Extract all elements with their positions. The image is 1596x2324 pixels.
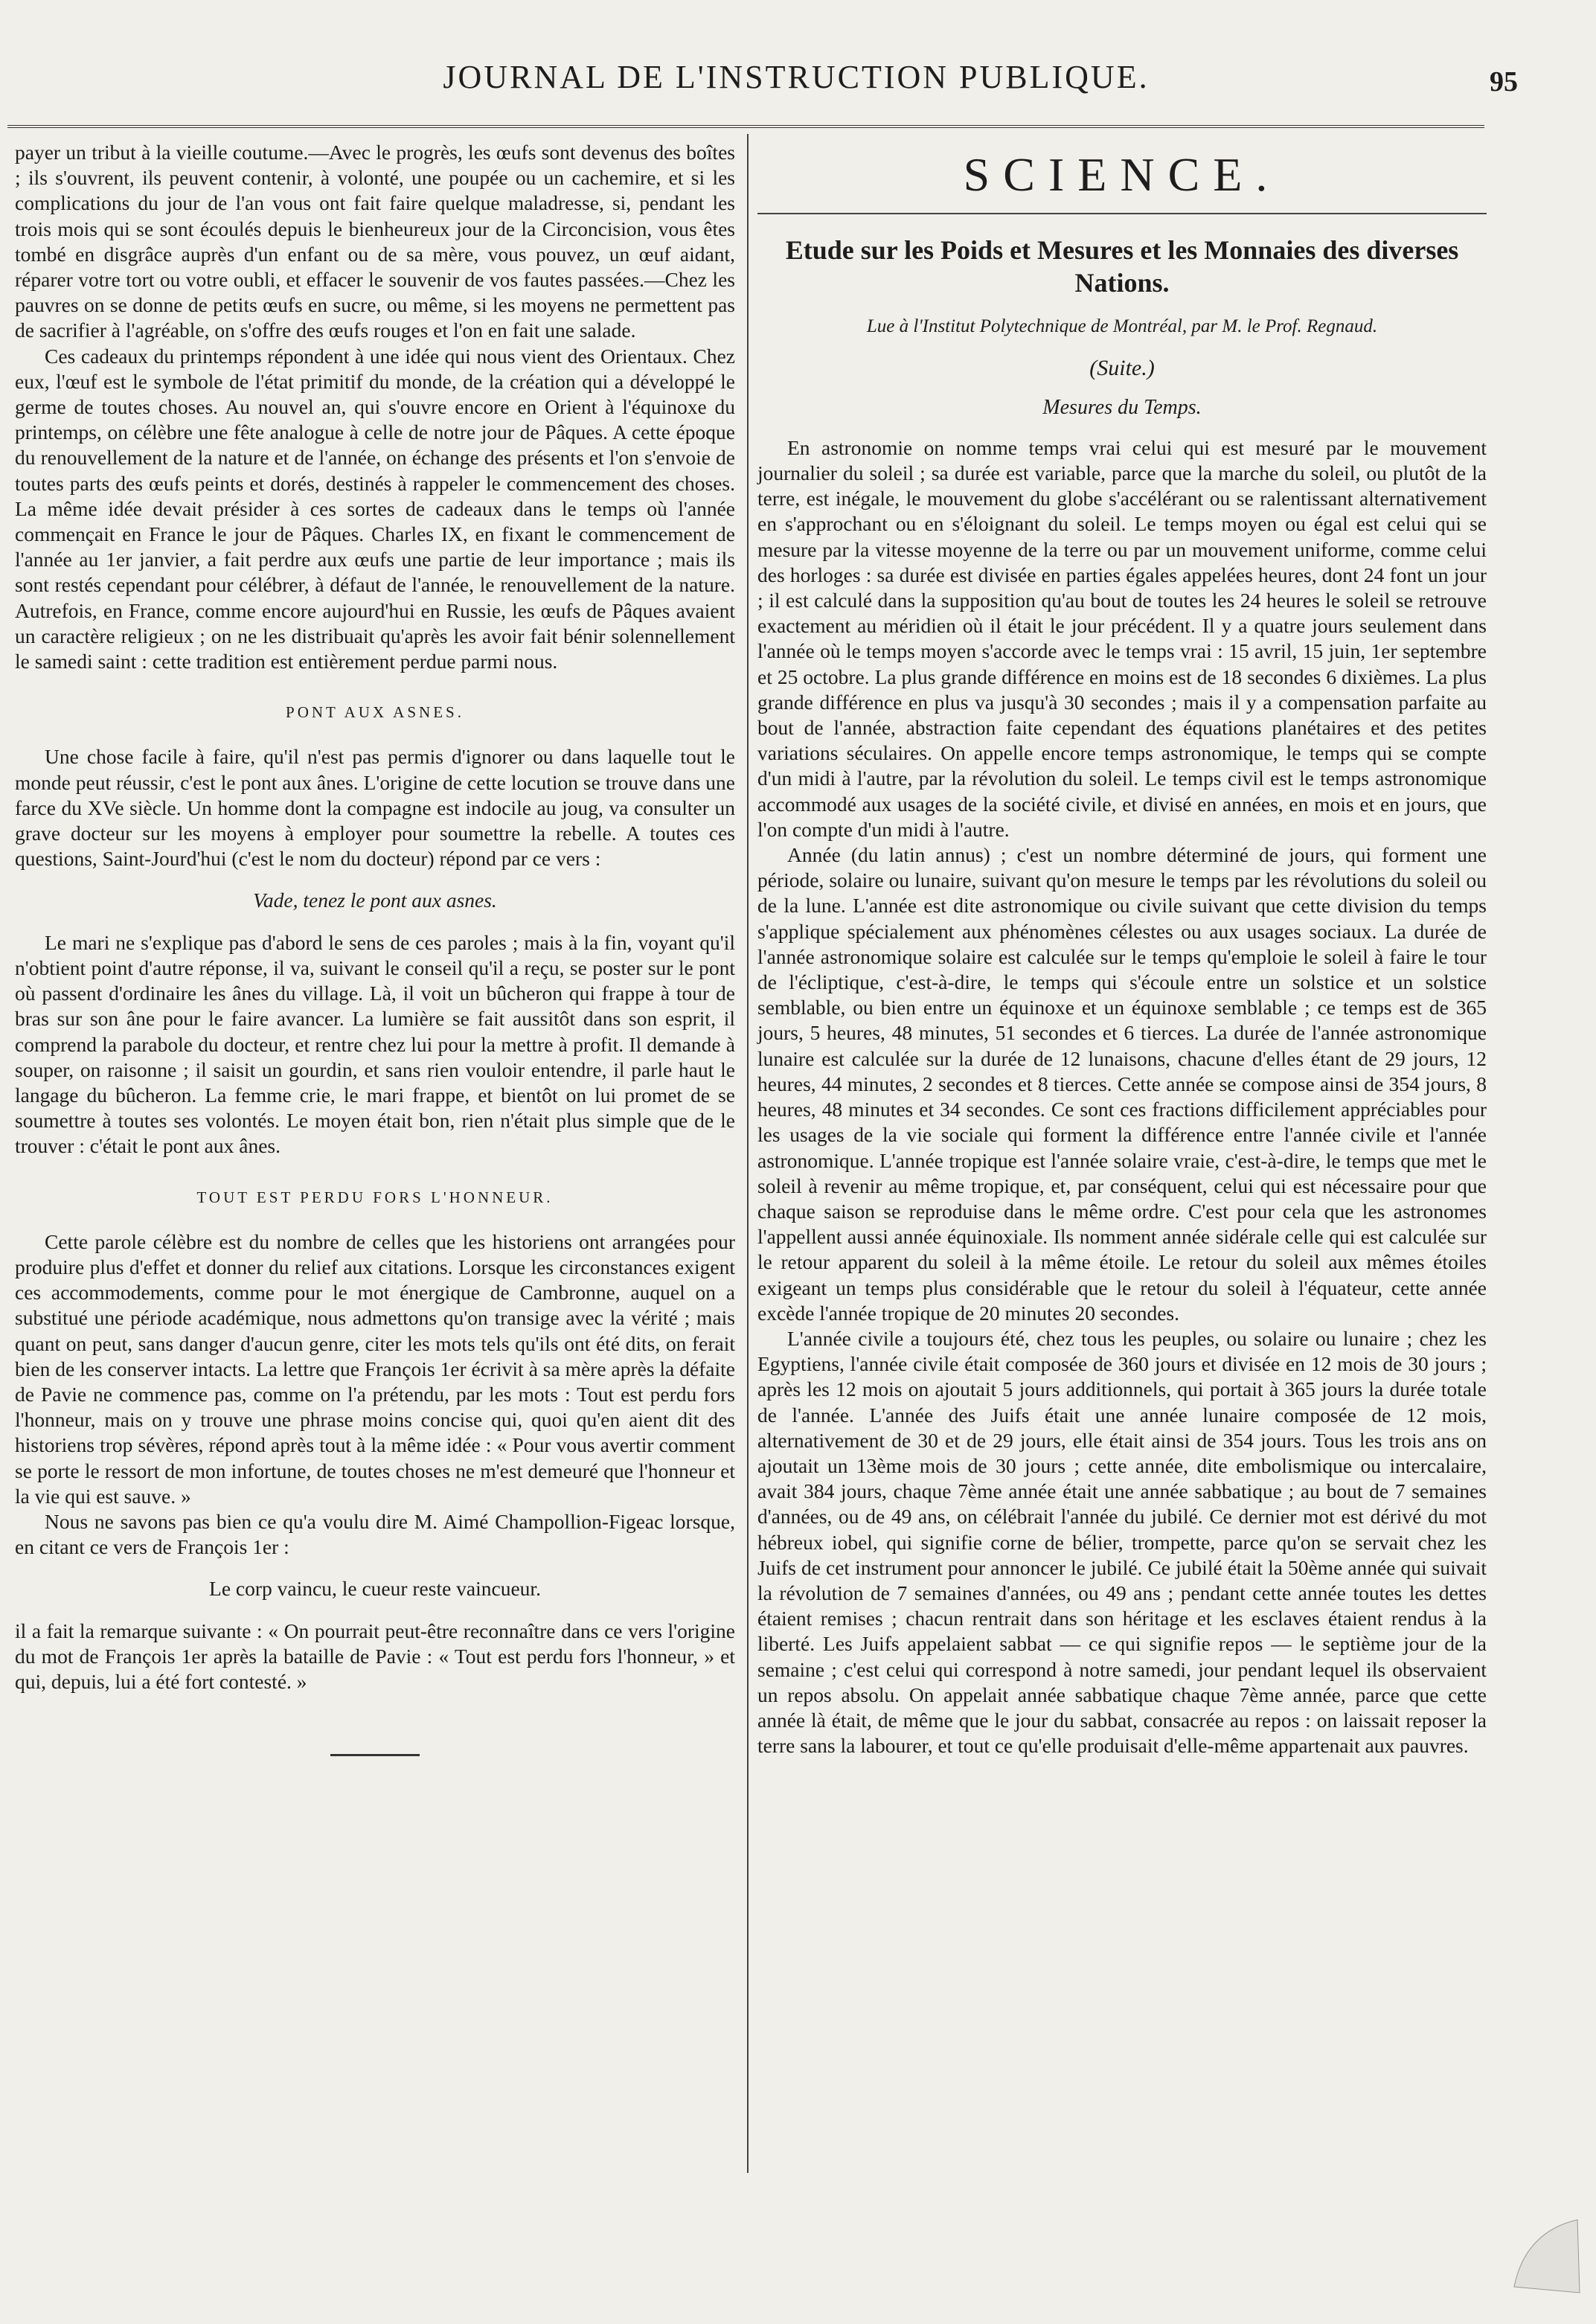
subheading: PONT AUX ASNES. (286, 703, 464, 722)
paragraph: Ces cadeaux du printemps répondent à une idée qui nous vient des Orientaux. Chez eux, l'œuf est le symbole de l'état primitif du monde, de la création qui a développé le germe de toutes choses. Au nouvel an, qui s'ouvre encore en Orient à l'équinoxe du printemps, on célèbre une fête analogue à celle de notre jour de Pâques. A cette époque du renouvellement de la nature et de l'année, on échange des présents et l'on s'envoie de toutes parts des œufs peints et dorés, destinés à rappeler le commencement des choses. La même idée devait présider à ces sortes de cadeaux dans le temps où l'année commençait en France le jour de Pâques. Charles IX, en fixant le commencement de l'année au 1er janvier, a fait perdre aux œufs une partie de leur importance ; mais ils sont restés cependant pour célébrer, à défaut de l'année, le renouvellement de la nature. Autrefois, en France, comme encore aujourd'hui en Russie, les œufs de Pâques avaient un caractère religieux ; on ne les distribuait qu'après les avoir fait bénir solennellement le samedi saint : cette tradition est entièrement perdue parmi nous. (15, 344, 735, 673)
end-rule (330, 1754, 420, 1756)
section-rule (757, 213, 1487, 214)
continuation-note: (Suite.) (1089, 356, 1155, 381)
paragraph: il a fait la remarque suivante : « On pourrait peut-être reconnaître dans ce vers l'origine du mot de François 1er après la bataille de Pavie : « Tout est perdu fors l'honneur, » et qui, depuis, lui a été fort contesté. » (15, 1619, 735, 1693)
paragraph: Le mari ne s'explique pas d'abord le sens de ces paroles ; mais à la fin, voyant qu'il n'obtient point d'autre réponse, il va, suivant le conseil qu'il a reçu, se poster sur le pont où passent d'ordinaire les ânes du village. Là, il voit un bûcheron qui frappe à tour de bras sur son âne pour le faire avancer. La lumière se fait aussitôt dans son esprit, il comprend la parabole du docteur, et rentre chez lui pour la mettre à profit. Il demande à souper, on raisonne ; il saisit un gourdin, et sans rien vouloir entendre, il parle haut le langage du bûcheron. La femme crie, le mari frappe, et bientôt on lui promet de se soumettre à toutes ses volontés. Le moyen était bon, rien n'était plus simple que de le trouver : c'était le pont aux ânes. (15, 930, 735, 1158)
section-title: SCIENCE. (963, 148, 1281, 201)
right-column (757, 140, 1487, 1758)
paragraph: Cette parole célèbre est du nombre de celles que les historiens ont arrangées pour produire plus d'effet et donner du relief aux citations. Lorsque les circonstances exigent ces accommodements, comme pour le mot énergique de Cambronne, auquel on a substitué une période académique, nous admettons qu'on transige avec la vérité ; mais quant on peut, sans danger d'aucun genre, citer les mots tels qu'ils ont été dits, on ferait bien de les conserver intacts. La lettre que François 1er écrivit à sa mère après la défaite de Pavie ne commence pas, comme on l'a prétendu, par les mots : Tout est perdu fors l'honneur, mais on y trouve une phrase moins concise qui, quoi qu'en aient dit des historiens trop sévères, répond après tout à la même idée : « Pour vous avertir comment se porte le ressort de mon infortune, de toutes choses ne m'est demeuré que l'honneur et la vie qui est sauve. » (15, 1229, 735, 1508)
byline: Lue à l'Institut Polytechnique de Montréal, par M. le Prof. Regnaud. (866, 316, 1378, 337)
paragraph: Nous ne savons pas bien ce qu'a voulu dire M. Aimé Champollion-Figeac lorsque, en citant ce vers de François 1er : (15, 1509, 735, 1559)
paragraph: L'année civile a toujours été, chez tous les peuples, ou solaire ou lunaire ; chez les Egyptiens, l'année civile était composée de 360 jours et divisée en 12 mois de 30 jours ; après les 12 mois on ajoutait 5 jours additionnels, qui portait à 365 jours la durée totale de l'année. L'année des Juifs était une année lunaire composée de 12 mois, alternativement de 30 et de 29 jours, elle était ainsi de 354 jours. Tous les trois ans on ajoutait un 13ème mois de 30 jours ; cette année, dite embolismique ou intercalaire, avait 384 jours, chaque 7ème année était une année sabbatique ; au bout de 7 semaines d'années, ou de 49 ans, on célébrait l'année du jubilé. Ce dernier mot est dérivé du mot hébreux iobel, qui signifie corne de bélier, trompette, parce qu'on se servait chez les Juifs de cet instrument pour annoncer le jubilé. Ce jubilé était la 50ème année qui suivait la révolution de 7 semaines d'années, ou 49 ans ; pendant cette année toutes les dettes étaient remises ; chacun rentrait dans son héritage et les esclaves étaient rendus à la liberté. Les Juifs appelaient sabbat — ce qui signifie repos — le septième jour de la semaine ; c'est celui qui correspond à notre samedi, jour pendant lequel ils observaient un repos absolu. On appelait année sabbatique chaque 7ème année, parce que cette année là était, de même que le jour du sabbat, consacrée au repos : on laissait reposer la terre sans la labourer, et tout ce qu'elle produisait d'elle-même appartenait aux pauvres. (757, 1326, 1487, 1758)
page-corner-damage (1499, 2205, 1581, 2294)
subsection-title: Mesures du Temps. (1042, 395, 1202, 419)
paragraph: Une chose facile à faire, qu'il n'est pas permis d'ignorer ou dans laquelle tout le monde peut réussir, c'est le pont aux ânes. L'origine de cette locution se trouve dans une farce du XVe siècle. Un homme dont la compagne est indocile au joug, va consulter un grave docteur sur les moyens à employer pour soumettre la rebelle. A toutes ces questions, Saint-Jourd'hui (c'est le nom du docteur) répond par ce vers : (15, 745, 735, 871)
article-title: Etude sur les Poids et Mesures et les Monnaies des diverses Nations. (785, 235, 1459, 298)
paragraph: Année (du latin annus) ; c'est un nombre déterminé de jours, qui forment une période, solaire ou lunaire, suivant qu'on mesure le temps par les révolutions du soleil ou de la lune. L'année est dite astronomique ou civile suivant que cette division du temps s'applique spécialement aux phénomènes célestes ou aux usages sociaux. La durée de l'année astronomique solaire est calculée sur le temps qu'emploie le soleil à faire le tour de l'écliptique, c'est-à-dire, le temps qui s'écoule entre un solstice et un solstice semblable, ou bien entre un équinoxe et un équinoxe semblable ; ce temps est de 365 jours, 5 heures, 48 minutes, 51 secondes et 6 tierces. La durée de l'année astronomique lunaire est calculée sur la durée de 12 lunaisons, chacune d'elles étant de 29 jours, 12 heures, 44 minutes, 2 secondes et 8 tierces. Cette année se compose ainsi de 354 jours, 8 heures, 48 minutes et 34 secondes. Ce sont ces fractions difficilement appréciables pour les usages de la vie sociale qui forment la différence entre l'année civile et l'année astronomique. L'année tropique est l'année solaire vraie, c'est-à-dire, le temps que met le soleil à revenir au même tropique, et, par conséquent, celui qui est nécessaire pour que chaque saison se reproduise dans le même ordre. C'est pour cela que les astronomes l'appellent aussi année équinoxiale. Ils nomment année sidérale celle qui est calculée sur le retour apparent du soleil à la même étoile. Le retour du soleil aux mêmes étoiles exigeant un temps plus considérable que le retour du soleil à l'équateur, cette année excède l'année tropique de 20 minutes 20 secondes. (757, 843, 1487, 1325)
page-number: 95 (1490, 66, 1518, 97)
subheading: TOUT EST PERDU FORS L'HONNEUR. (196, 1188, 554, 1206)
running-head: JOURNAL DE L'INSTRUCTION PUBLIQUE. (443, 59, 1150, 95)
verse-quote: Vade, tenez le pont aux asnes. (253, 889, 497, 912)
verse-quote: Le corp vaincu, le cueur reste vaincueur. (209, 1577, 541, 1601)
paragraph: En astronomie on nomme temps vrai celui qui est mesuré par le mouvement journalier du soleil ; sa durée est variable, parce que la marche du soleil, ou plutôt de la terre, est inégale, le mouvement du globe s'accélérant ou se ralentissant alternativement en s'approchant ou en s'éloignant du soleil. Le temps moyen ou égal est celui qui se mesure par la vitesse moyenne de la terre ou par un mouvement uniforme, comme celui des horloges : sa durée est divisée en parties égales appelées heures, dont 24 font un jour ; il est calculé dans la supposition qu'au bout de toutes les 24 heures le soleil se retrouve exactement au méridien où il était le jour précédent. Il y a quatre jours seulement dans l'année où le temps moyen s'accorde avec le temps vrai : 15 avril, 15 juin, 1er septembre et 25 octobre. La plus grande différence en moins est de 18 secondes 6 dixièmes. La plus grande différence en plus va jusqu'à 30 secondes ; mais il y a compensation parfaite au bout de l'année, abstraction faite cependant des équations planétaires et des petites variations séculaires. On appelle encore temps astronomique, le temps qui se compte d'un midi à l'autre, par la révolution du soleil. Le temps civil est le temps astronomique accommodé aux usages de la société civile, et divisé en années, en mois et en jours, que l'on compte d'un midi à l'autre. (757, 435, 1487, 841)
column-divider (747, 134, 749, 2173)
paragraph: payer un tribut à la vieille coutume.—Avec le progrès, les œufs sont devenus des boîtes ; ils s'ouvrent, ils peuvent contenir, à volonté, une poupée ou un cachemire, et si les complications du jour de l'an vous ont fait faire quelque maladresse, si, pendant les trois mois qui se sont écoulés depuis le bienheureux jour de la Circoncision, vous êtes tombé en disgrâce auprès d'un enfant ou de sa mère, vous pouvez, un œuf aidant, réparer votre tort ou votre oubli, et effacer le souvenir de vos fautes passées.—Chez les pauvres on se donne de petits œufs en sucre, ou même, si les moyens ne permettent pas de sacrifier à l'agréable, on s'offre des œufs rouges et l'on en fait une salade. (15, 141, 735, 342)
left-column (15, 140, 735, 1756)
header-rule (7, 125, 1484, 128)
